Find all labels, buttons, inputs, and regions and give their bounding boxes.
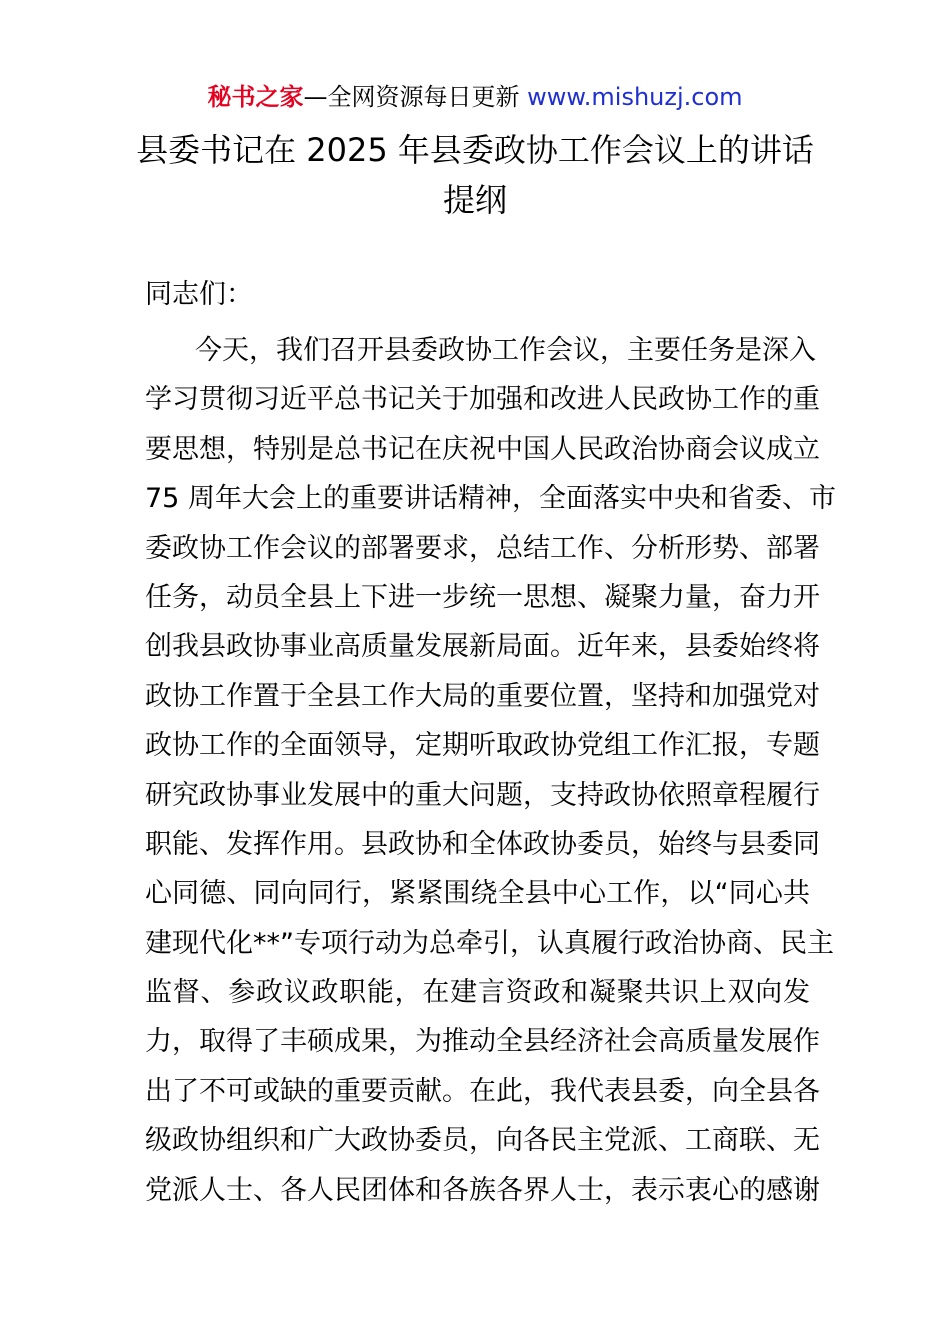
body-line: 级政协组织和广大政协委员，向各民主党派、工商联、无: [145, 1125, 820, 1157]
site-url-link[interactable]: www.mishuzj.com: [527, 83, 743, 111]
body-line: 监督、参政议政职能，在建言资政和凝聚共识上双向发: [145, 977, 810, 1009]
title-line: 提纲: [442, 181, 507, 219]
body-line: 学习贯彻习近平总书记关于加强和改进人民政协工作的重: [145, 384, 820, 416]
body-line: 要思想，特别是总书记在庆祝中国人民政治协商会议成立: [145, 433, 820, 465]
body-line: 政协工作的全面领导，定期听取政协党组工作汇报，专题: [145, 730, 820, 762]
body-line: 力，取得了丰硕成果，为推动全县经济社会高质量发展作: [145, 1026, 820, 1058]
title-line: 县委书记在 2025 年县委政协工作会议上的讲话: [136, 131, 814, 169]
salutation: 同志们：: [145, 279, 253, 310]
brand-name: 秘书之家: [207, 83, 304, 111]
body-line: 党派人士、各人民团体和各族各界人士，表示衷心的感谢: [145, 1174, 820, 1206]
body-line: 委政协工作会议的部署要求，总结工作、分析形势、部署: [145, 532, 820, 564]
body-text: [145, 326, 836, 1215]
body-line: 心同德、同向同行，紧紧围绕全县中心工作，以“同心共: [145, 878, 810, 910]
body-line: 建现代化**”专项行动为总牵引，认真履行政治协商、民主: [145, 927, 834, 959]
header-tagline: —全网资源每日更新: [303, 83, 528, 111]
body-line: 75 周年大会上的重要讲话精神，全面落实中央和省委、市: [145, 483, 836, 515]
body-line: 出了不可或缺的重要贡献。在此，我代表县委，向全县各: [145, 1075, 820, 1107]
body-line: 任务，动员全县上下进一步统一思想、凝聚力量，奋力开: [145, 581, 820, 613]
document-title: [0, 125, 950, 225]
body-line: 职能、发挥作用。县政协和全体政协委员，始终与县委同: [145, 828, 820, 860]
body-line: 今天，我们召开县委政协工作会议，主要任务是深入: [195, 335, 816, 366]
body-line: 创我县政协事业高质量发展新局面。近年来，县委始终将: [145, 631, 820, 663]
body-line: 研究政协事业发展中的重大问题，支持政协依照章程履行: [145, 779, 820, 811]
body-line: 政协工作置于全县工作大局的重要位置，坚持和加强党对: [145, 680, 820, 712]
site-header: [0, 80, 950, 114]
